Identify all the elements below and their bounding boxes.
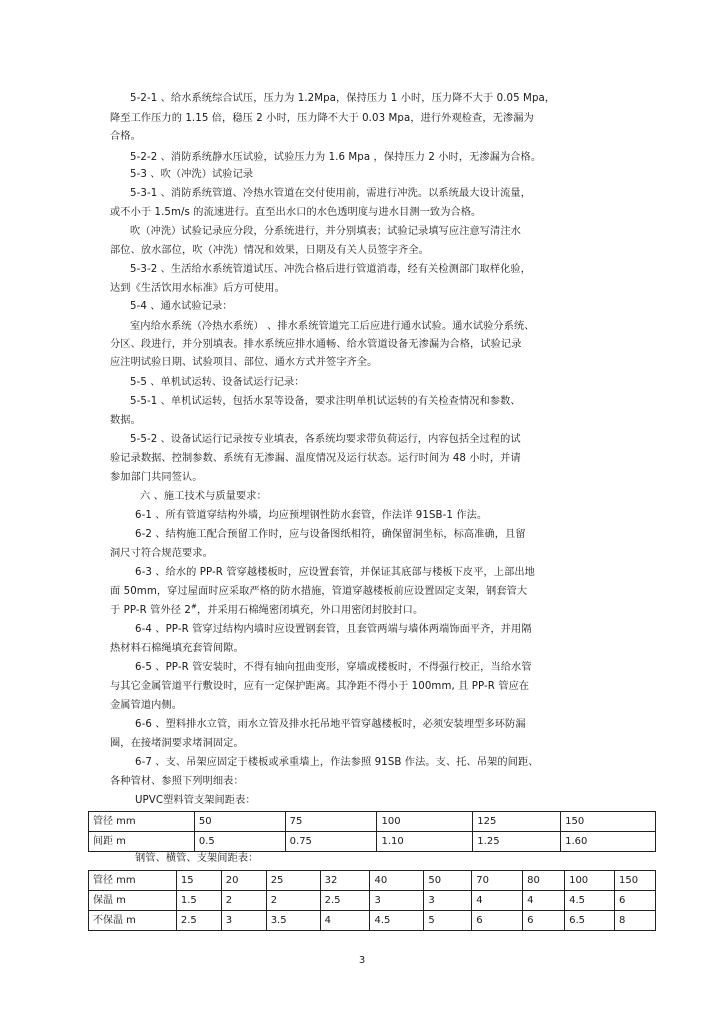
table-caption-steel: 钢管、横管、支架间距表： xyxy=(135,853,259,864)
table-cell: 25 xyxy=(266,871,320,891)
table-cell: 4 xyxy=(472,891,523,911)
para-6-3: 6-3 、给水的 PP-R 管穿越楼板时，应设置套管，并保证其底部与楼板下皮平，上部出地 xyxy=(135,567,535,578)
table-cell: 150 xyxy=(561,812,656,832)
table-cell: 50 xyxy=(194,812,285,832)
para-6-1: 6-1 、所有管道穿结构外墙，均应预埋钢性防水套管，作法详 91SB-1 作法。 xyxy=(135,510,488,521)
para-5-3-1: 5-3-1 、消防系统管道、冷热水管道在交付使用前，需进行冲洗。以系统最大设计流量， xyxy=(130,188,531,199)
table-cell: 1.25 xyxy=(473,832,561,852)
para-6-5: 6-5 、PP-R 管安装时，不得有轴向扭曲变形，穿墙或楼板时，不得强行校正，当给水管 xyxy=(135,662,532,673)
para-line: 数据。 xyxy=(110,415,141,426)
para-line: 热材料石棉绳填充套管间隙。 xyxy=(110,643,244,654)
table-cell: 80 xyxy=(523,871,565,891)
para-6-7: 6-7 、支、吊架应固定于楼板或承重墙上，作法参照 91SB 作法。支、托、吊架的间距、 xyxy=(135,757,539,768)
table-cell: 1.10 xyxy=(377,832,473,852)
table-cell: 4.5 xyxy=(370,911,424,931)
section-heading-5-4: 5-4 、通水试验记录： xyxy=(130,301,233,312)
table-caption-upvc: UPVC塑料管支架间距表： xyxy=(135,795,256,806)
table-cell: 1.60 xyxy=(561,832,656,852)
table-cell: 2 xyxy=(266,891,320,911)
para-6-4: 6-4 、PP-R 管穿过结构内墙时应设置钢套管，且套管两端与墙体两端饰面平齐，并用隔 xyxy=(135,624,532,635)
para-6-2: 6-2 、结构施工配合预留工作时，应与设备图纸相符，确保留洞坐标，标高准确，且留 xyxy=(135,529,526,540)
section-heading-5-5: 5-5 、单机试运转、设备试运行记录： xyxy=(130,377,305,388)
para-line: 降至工作压力的 1.15 倍，稳压 2 小时，压力降不大于 0.03 Mpa，进行外观检查，无渗漏为 xyxy=(110,113,534,124)
para-line: 合格。 xyxy=(110,131,141,142)
table-cell: 4 xyxy=(523,891,565,911)
upvc-support-spacing-table xyxy=(88,811,656,852)
table-cell: 3.5 xyxy=(266,911,320,931)
table-cell: 6 xyxy=(472,911,523,931)
superscript: # xyxy=(190,602,197,611)
para-5-5-1: 5-5-1 、单机试运转，包括水泵等设备，要求注明单机试运转的有关检查情况和参数、 xyxy=(130,396,521,407)
table-cell: 2.5 xyxy=(176,911,221,931)
table-cell: 间距 m xyxy=(89,832,195,852)
table-row xyxy=(89,812,656,832)
para-5-2-1: 5-2-1 、给水系统综合试压，压力为 1.2Mpa，保持压力 1 小时，压力降不大于 0.05 Mpa， xyxy=(130,93,556,104)
para-line: 达到《生活饮用水标准》后方可使用。 xyxy=(110,283,285,294)
para-line xyxy=(110,604,423,618)
para-line: 分区、段进行，并分别填表。排水系统应排水通畅、给水管道设备无渗漏为合格，试验记录 xyxy=(110,339,522,350)
steel-support-spacing-table xyxy=(88,870,656,931)
page-number: 3 xyxy=(358,955,366,966)
table-row xyxy=(89,891,656,911)
para-5-3-2: 5-3-2 、生活给水系统管道试压、冲洗合格后进行管道消毒，经有关检测部门取样化验， xyxy=(130,264,531,275)
para-line: 洞尺寸符合规范要求。 xyxy=(110,548,213,559)
para-line: 应注明试验日期、试验项目、部位、通水方式并签字齐全。 xyxy=(110,357,378,368)
table-cell: 3 xyxy=(424,891,472,911)
table-cell: 100 xyxy=(377,812,473,832)
table-cell: 保温 m xyxy=(89,891,177,911)
para-line: 圈，在接堵洞要求堵洞固定。 xyxy=(110,738,244,749)
table-cell: 4 xyxy=(320,911,370,931)
para-6-6: 6-6 、塑料排水立管，雨水立管及排水托吊地平管穿越楼板时，必须安装埋型多环防漏 xyxy=(135,719,526,730)
table-cell: 15 xyxy=(176,871,221,891)
para-line: 面 50mm，穿过屋面时应采取严格的防水措施，管道穿越楼板前应设置固定支架，钢套管大 xyxy=(110,586,528,597)
table-cell: 100 xyxy=(565,871,615,891)
table-cell: 50 xyxy=(424,871,472,891)
table-cell: 40 xyxy=(370,871,424,891)
para-5-4: 室内给水系统（冷热水系统） 、排水系统管道完工后应进行通水试验。通水试验分系统、 xyxy=(130,321,535,332)
table-cell: 3 xyxy=(370,891,424,911)
section-heading-6: 六 、施工技术与质量要求： xyxy=(140,491,267,502)
table-cell: 70 xyxy=(472,871,523,891)
para-line: 金属管道内侧。 xyxy=(110,700,183,711)
table-cell: 2.5 xyxy=(320,891,370,911)
table-cell: 不保温 m xyxy=(89,911,177,931)
table-row xyxy=(89,871,656,891)
table-row xyxy=(89,832,656,852)
para-text: 于 PP-R 管外径 2 xyxy=(110,605,191,616)
para-line: 或不小于 1.5m/s 的流速进行。直至出水口的水色透明度与进水目测一致为合格。 xyxy=(110,207,482,218)
table-cell: 20 xyxy=(221,871,266,891)
table-cell: 0.75 xyxy=(285,832,377,852)
table-cell: 2 xyxy=(221,891,266,911)
table-cell: 1.5 xyxy=(176,891,221,911)
table-cell: 32 xyxy=(320,871,370,891)
para-line: 各种管材、参照下列明细表： xyxy=(110,776,244,787)
table-cell: 75 xyxy=(285,812,377,832)
table-cell: 125 xyxy=(473,812,561,832)
table-cell: 150 xyxy=(614,871,655,891)
table-cell: 0.5 xyxy=(194,832,285,852)
table-cell: 6.5 xyxy=(565,911,615,931)
para-line: 吹（冲洗）试验记录应分段，分系统进行，并分别填表；试验记录填写应注意写清注水 xyxy=(130,226,521,237)
table-cell: 8 xyxy=(614,911,655,931)
table-cell: 5 xyxy=(424,911,472,931)
table-cell: 6 xyxy=(614,891,655,911)
para-line: 部位、放水部位，吹（冲洗）情况和效果，日期及有关人员签字齐全。 xyxy=(110,245,429,256)
para-5-2-2: 5-2-2 、消防系统静水压试验，试验压力为 1.6 Mpa ，保持压力 2 小时，无渗漏为合格。 xyxy=(130,152,542,163)
section-heading-5-3: 5-3 、吹（冲洗）试验记录 xyxy=(130,169,254,180)
para-line: 验记录数据、控制参数、系统有无渗漏、温度情况及运行状态。运行时间为 48 小时，并请 xyxy=(110,453,521,464)
para-text: ，并采用石棉绳密闭填充，外口用密闭封胶封口。 xyxy=(196,605,424,616)
para-5-5-2: 5-5-2 、设备试运行记录按专业填表，各系统均要求带负荷运行，内容包括全过程的试 xyxy=(130,434,521,445)
para-line: 参加部门共同签认。 xyxy=(110,472,203,483)
table-cell: 4.5 xyxy=(565,891,615,911)
table-cell: 管径 mm xyxy=(89,812,195,832)
table-row xyxy=(89,911,656,931)
table-cell: 3 xyxy=(221,911,266,931)
table-cell: 6 xyxy=(523,911,565,931)
table-cell: 管径 mm xyxy=(89,871,177,891)
para-line: 与其它金属管道平行敷设时，应有一定保护距离。其净距不得小于 100mm, 且 PP-R 管应在 xyxy=(110,681,530,692)
